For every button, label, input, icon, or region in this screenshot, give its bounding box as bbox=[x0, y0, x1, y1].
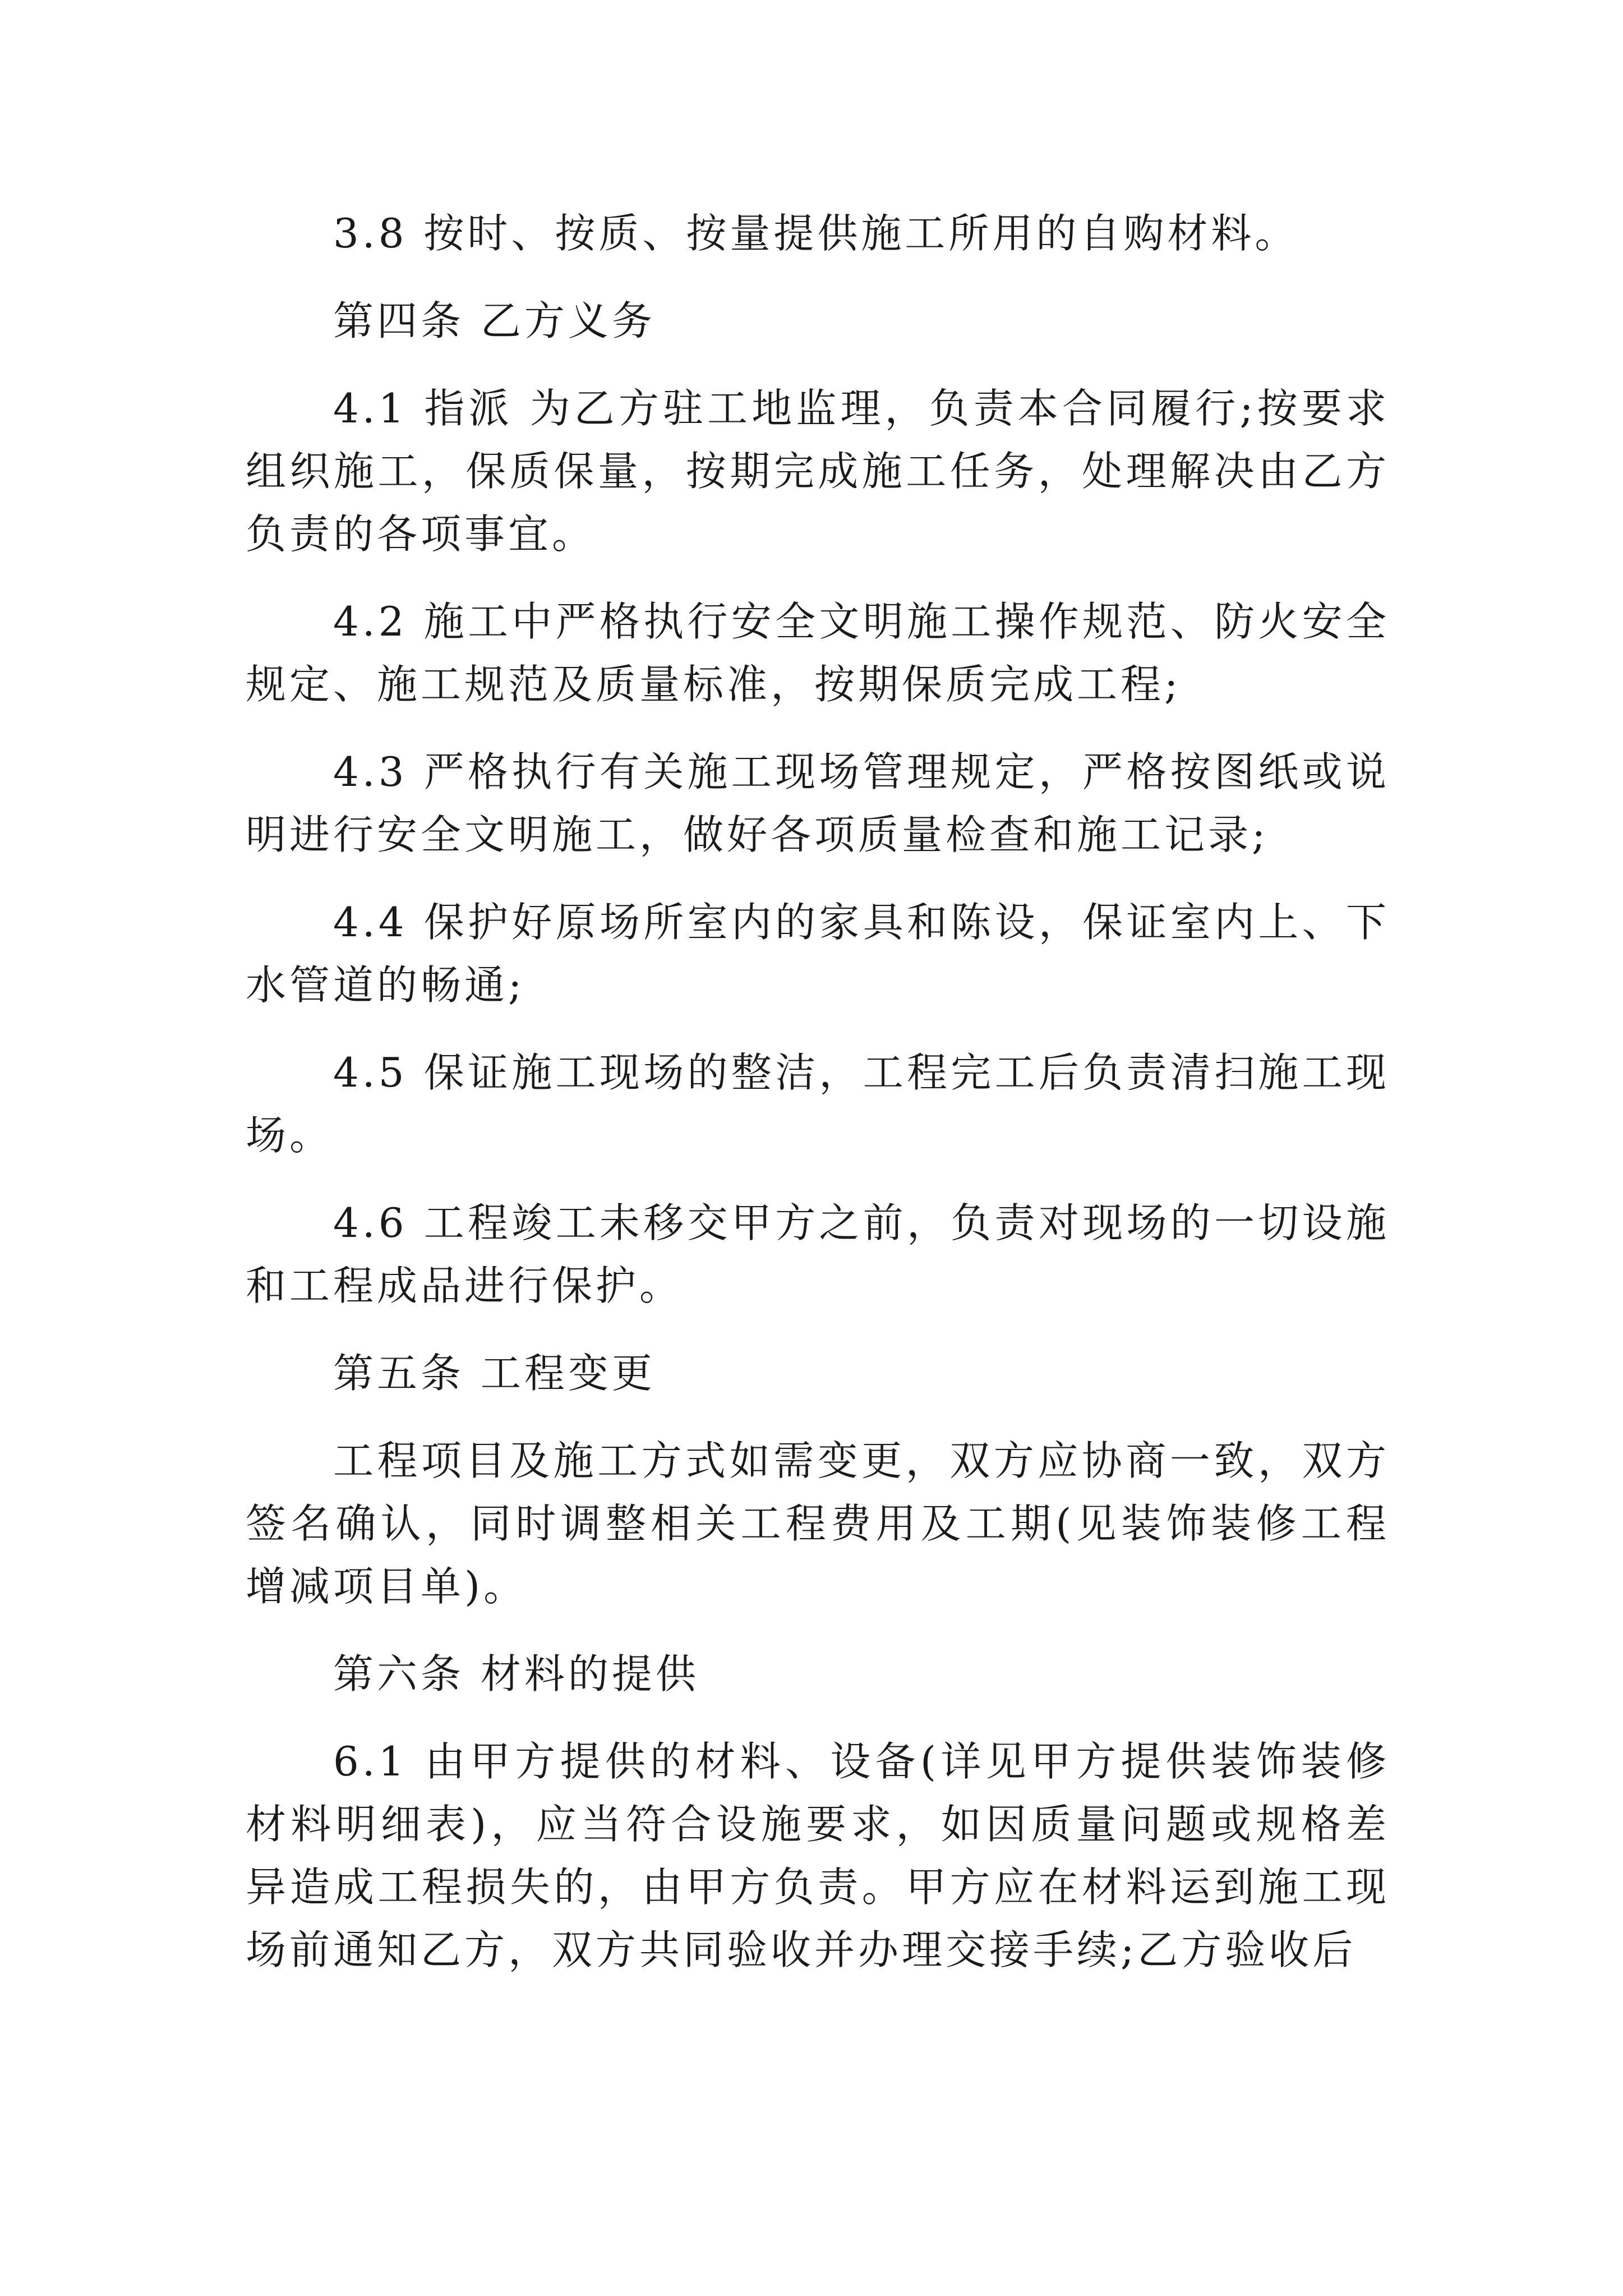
paragraph-4-2: 4.2 施工中严格执行安全文明施工操作规范、防火安全规定、施工规范及质量标准，按期保质完成工程; bbox=[246, 598, 1390, 708]
document-body bbox=[246, 202, 1390, 1981]
paragraph-4-6: 4.6 工程竣工未移交甲方之前，负责对现场的一切设施和工程成品进行保护。 bbox=[246, 1199, 1390, 1309]
paragraph-6-1: 6.1 由甲方提供的材料、设备(详见甲方提供装饰装修材料明细表)，应当符合设施要求，如因质量问题或规格差异造成工程损失的，由甲方负责。甲方应在材料运到施工现场前通知乙方，双方共同验收并办理交接手续;乙方验收后 bbox=[246, 1738, 1390, 1973]
heading-article-6: 第六条 材料的提供 bbox=[333, 1650, 699, 1697]
paragraph-4-1: 4.1 指派 为乙方驻工地监理，负责本合同履行;按要求组织施工，保质保量，按期完成施工任务，处理解决由乙方负责的各项事宜。 bbox=[246, 385, 1390, 558]
heading-article-5: 第五条 工程变更 bbox=[333, 1350, 656, 1397]
heading-article-4: 第四条 乙方义务 bbox=[333, 297, 656, 344]
paragraph-article-5-body: 工程项目及施工方式如需变更，双方应协商一致，双方签名确认，同时调整相关工程费用及工期(见装饰装修工程增减项目单)。 bbox=[246, 1437, 1390, 1610]
paragraph-4-4: 4.4 保护好原场所室内的家具和陈设，保证室内上、下水管道的畅通; bbox=[246, 899, 1390, 1009]
paragraph-3-8: 3.8 按时、按质、按量提供施工所用的自购材料。 bbox=[333, 210, 1299, 257]
paragraph-4-5: 4.5 保证施工现场的整洁，工程完工后负责清扫施工现场。 bbox=[246, 1049, 1390, 1159]
paragraph-4-3: 4.3 严格执行有关施工现场管理规定，严格按图纸或说明进行安全文明施工，做好各项质量检查和施工记录; bbox=[246, 748, 1390, 858]
